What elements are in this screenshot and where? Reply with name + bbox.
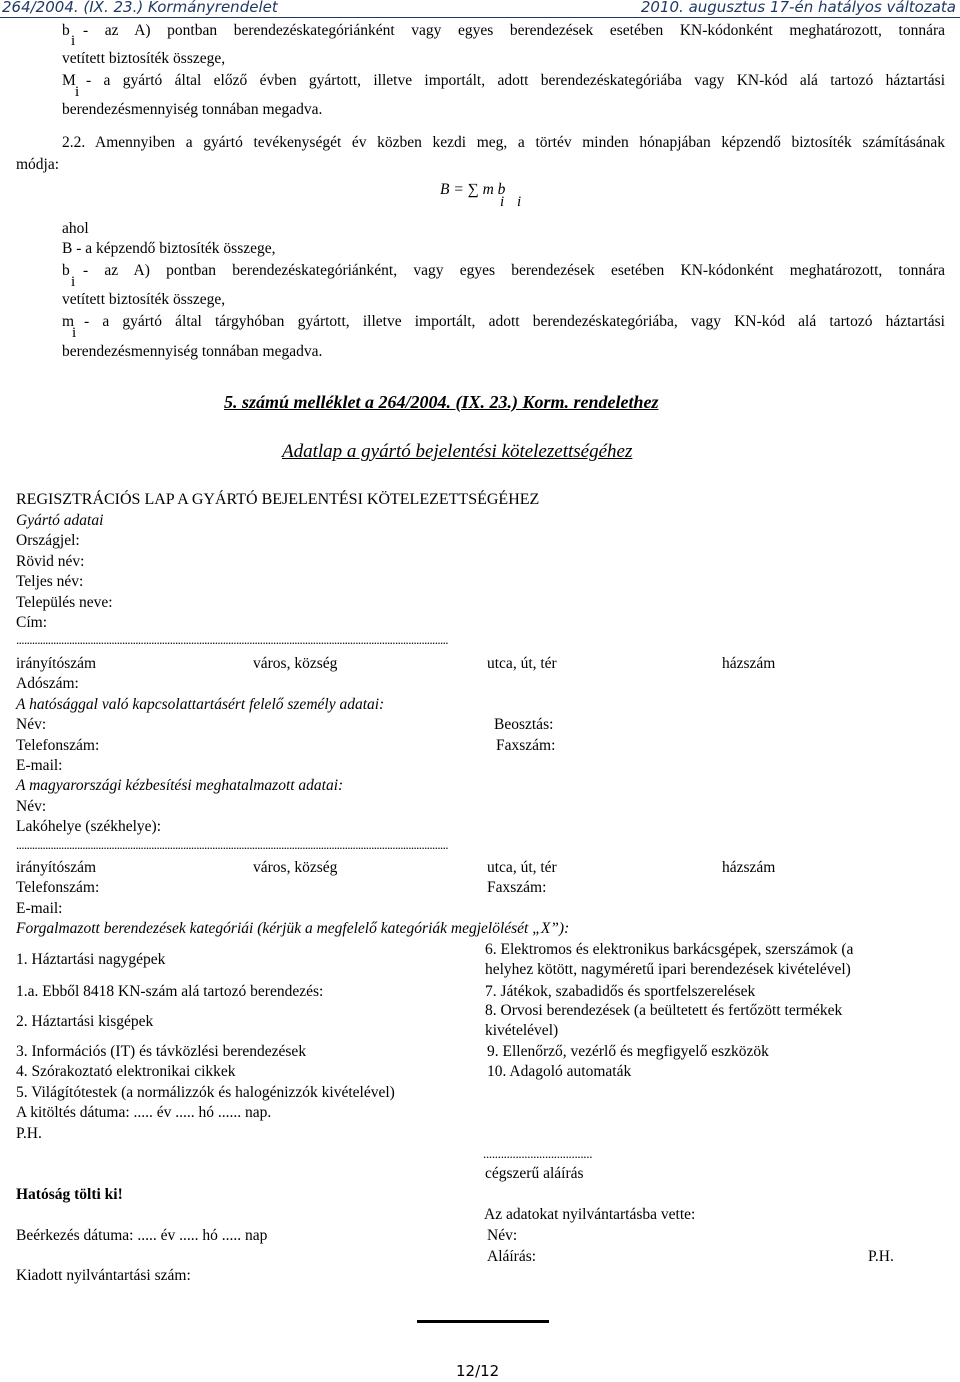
def-b2-symbol: b	[62, 262, 70, 279]
page-number: 12/12	[456, 1362, 500, 1380]
header-right: 2010. augusztus 17-én hatályos változata	[640, 0, 956, 16]
formula-sub-m: i	[500, 194, 505, 210]
address-dotted-line: ...................................................................................................................................................................	[16, 632, 448, 647]
residence-dotted-line: ...................................................................................................................................................................	[16, 837, 448, 852]
section-2-2-text-cont: módja:	[16, 156, 60, 173]
header-rule	[0, 17, 960, 18]
category-1: 1. Háztartási nagygépek	[16, 951, 166, 968]
def-M-symbol: M	[62, 72, 76, 89]
stamp-placeholder-1: P.H.	[16, 1125, 42, 1142]
authority-fills-label: Hatóság tölti ki!	[16, 1186, 123, 1203]
agent-email-label: E-mail:	[16, 900, 63, 917]
category-8: 8. Orvosi berendezések (a beültetett és fertőzött termékek	[485, 1002, 843, 1019]
addr2-col-zip: irányítószám	[16, 859, 97, 876]
def-m-text-cont: berendezésmennyiség tonnában megadva.	[62, 343, 323, 360]
company-signature-label: cégszerű aláírás	[485, 1165, 584, 1182]
addr2-col-city: város, község	[253, 859, 338, 876]
def-b-text-cont: vetített biztosíték összege,	[62, 50, 226, 67]
addr2-col-house: házszám	[722, 859, 776, 876]
footer-rule	[417, 1320, 549, 1323]
formula: B = ∑ m b	[440, 181, 506, 198]
contact-phone-label: Telefonszám:	[16, 737, 100, 754]
settlement-label: Település neve:	[16, 594, 113, 611]
producer-data-label: Gyártó adatai	[16, 512, 104, 529]
addr2-col-street: utca, út, tér	[487, 859, 557, 876]
contact-name-label: Név:	[16, 716, 47, 733]
recorder-signature-label: Aláírás:	[487, 1248, 537, 1265]
annex-title: 5. számú melléklet a 264/2004. (IX. 23.) Korm. rendelethez	[224, 392, 659, 412]
agent-label: A magyarországi kézbesítési meghatalmazott adatai:	[16, 777, 344, 794]
def-b2-subscript: i	[71, 274, 76, 290]
category-6-cont: helyhez kötött, nagyméretű ipari berendezések kivételével)	[485, 961, 851, 978]
category-6: 6. Elektromos és elektronikus barkácsgépek, szerszámok (a	[485, 941, 854, 958]
ahol-label: ahol	[62, 220, 89, 237]
contact-email-label: E-mail:	[16, 757, 63, 774]
def-b2-text-cont: vetített biztosíték összege,	[62, 291, 226, 308]
def-M-text-cont: berendezésmennyiség tonnában megadva.	[62, 101, 323, 118]
stamp-placeholder-2: P.H.	[868, 1248, 894, 1265]
tax-no-label: Adószám:	[16, 675, 79, 692]
recorder-name-label: Név:	[487, 1227, 518, 1244]
form-heading: REGISZTRÁCIÓS LAP A GYÁRTÓ BEJELENTÉSI KÖTELEZETTSÉGÉHEZ	[16, 491, 540, 508]
residence-label: Lakóhelye (székhelye):	[16, 818, 162, 835]
def-M-text: - a gyártó által előző évben gyártott, illetve importált, adott berendezéskategóriába vagy KN-kód alá tartozó háztartási	[86, 72, 945, 89]
contact-fax-label: Faxszám:	[496, 737, 556, 754]
signature-dotted-line: .....................................	[483, 1146, 593, 1161]
formula-sub-b: i	[517, 194, 522, 210]
categories-title: Forgalmazott berendezések kategóriái (kérjük a megfelelő kategóriák megjelölését „X”):	[16, 920, 570, 937]
category-5: 5. Világítótestek (a normálizzók és halogénizzók kivételével)	[16, 1084, 395, 1101]
header-left: 264/2004. (IX. 23.) Kormányrendelet	[2, 0, 278, 16]
fill-date-label: A kitöltés dátuma: ..... év ..... hó ...... nap.	[16, 1104, 272, 1121]
arrival-date-label: Beérkezés dátuma: ..... év ..... hó ..... nap	[16, 1227, 268, 1244]
agent-fax-label: Faxszám:	[487, 879, 547, 896]
category-10: 10. Adagoló automaták	[487, 1063, 632, 1080]
addr-col-city: város, község	[253, 655, 338, 672]
short-name-label: Rövid név:	[16, 553, 85, 570]
category-7: 7. Játékok, szabadidős és sportfelszerelések	[485, 983, 756, 1000]
def-m-text: - a gyártó által tárgyhóban gyártott, illetve importált, adott berendezéskategóriába, vagy KN-kód alá tartozó háztartási	[84, 313, 945, 330]
addr-col-house: házszám	[722, 655, 776, 672]
address-label: Cím:	[16, 614, 48, 631]
category-9: 9. Ellenőrző, vezérlő és megfigyelő eszközök	[487, 1043, 769, 1060]
full-name-label: Teljes név:	[16, 573, 84, 590]
contact-person-label: A hatósággal való kapcsolattartásért felelő személy adatai:	[16, 696, 385, 713]
def-b-text: - az A) pontban berendezéskategóriánként vagy egyes berendezések esetében KN-kódonként meghatározott, tonnára	[83, 22, 945, 39]
addr-col-street: utca, út, tér	[487, 655, 557, 672]
page-header	[0, 0, 960, 18]
recorded-by-label: Az adatokat nyilvántartásba vette:	[484, 1206, 696, 1223]
def-m-subscript: i	[72, 325, 77, 341]
agent-name-label: Név:	[16, 798, 47, 815]
def-b2-text: - az A) pontban berendezéskategóriánként, vagy egyes berendezések esetében KN-kódonként meghatározott, tonnára	[83, 262, 945, 279]
def-b-subscript: i	[71, 33, 76, 49]
category-4: 4. Szórakoztató elektronikai cikkek	[16, 1063, 236, 1080]
def-m-symbol: m	[62, 313, 75, 330]
category-8-cont: kivételével)	[485, 1022, 559, 1039]
section-2-2-text: 2.2. Amennyiben a gyártó tevékenységét év közben kezdi meg, a törtév minden hónapjában képzendő biztosíték számításának	[62, 134, 945, 151]
category-2: 2. Háztartási kisgépek	[16, 1013, 154, 1030]
registration-number-label: Kiadott nyilvántartási szám:	[16, 1267, 191, 1284]
category-1a: 1.a. Ebből 8418 KN-szám alá tartozó berendezés:	[16, 983, 324, 1000]
position-label: Beosztás:	[494, 716, 554, 733]
agent-phone-label: Telefonszám:	[16, 879, 100, 896]
category-3: 3. Információs (IT) és távközlési berendezések	[16, 1043, 307, 1060]
def-B: B - a képzendő biztosíték összege,	[62, 240, 276, 257]
form-title: Adatlap a gyártó bejelentési kötelezettségéhez	[282, 441, 633, 462]
country-code-label: Országjel:	[16, 532, 80, 549]
addr-col-zip: irányítószám	[16, 655, 97, 672]
def-M-subscript: i	[75, 84, 80, 100]
def-b-symbol: b	[62, 22, 70, 39]
